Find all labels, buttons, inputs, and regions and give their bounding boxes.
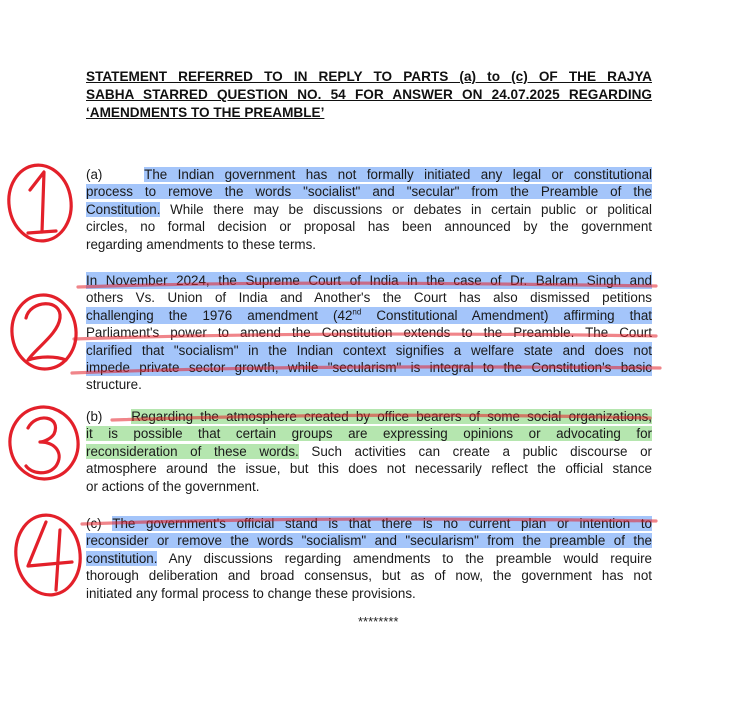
para-2-line-3: [86, 307, 652, 324]
para-b-line-4: atmosphere around the issue, but this does not necessarily reflect the official stance: [86, 461, 652, 477]
para-a-text-3: While there may be discussions or debates in certain public or political: [170, 201, 652, 217]
heading-line-2: SABHA STARRED QUESTION NO. 54 FOR ANSWER ON 24.07.2025 REGARDING: [86, 87, 652, 102]
para-2-line-4: Parliament's power to amend the Constitution extends to the Preamble. The Court: [86, 325, 652, 341]
statement-heading: [86, 68, 652, 122]
paragraph-b: [86, 408, 652, 495]
red-numeral-4-stem: [56, 530, 60, 590]
para-c-line-5: initiated any formal process to change these provisions.: [86, 585, 416, 601]
para-a-highlight-3: Constitution.: [86, 201, 161, 217]
red-circle-2: [8, 292, 79, 372]
para-b-line-5: or actions of the government.: [86, 478, 260, 494]
para-a-line-4: circles, no formal decision or proposal has been announced by the government: [86, 219, 652, 235]
para-a-line-1: [86, 166, 652, 183]
para-b-highlight-2: it is possible that certain groups are expressing opinions or advocating for: [86, 426, 652, 442]
para-b-text-3: Such activities can create a public discourse or: [311, 443, 652, 459]
para-2-line-3a: challenging the 1976 amendment (42: [86, 307, 353, 323]
para-2-line-1: In November 2024, the Supreme Court of India in the case of Dr. Balram Singh and: [86, 273, 652, 288]
para-c-highlight-2: reconsider or remove the words "socialism" and "secularism" from the preamble of the: [86, 533, 652, 549]
para-b-highlight-3: reconsideration of these words.: [86, 443, 299, 459]
red-circle-3: [4, 402, 83, 485]
para-c-marker: (c): [86, 516, 102, 531]
para-a-marker: (a): [86, 167, 103, 182]
red-numeral-2: [26, 304, 66, 360]
paragraph-c: [86, 515, 652, 602]
para-b-line-2: [86, 425, 652, 442]
annotation-circle-4: [11, 511, 86, 599]
para-2-superscript: nd: [352, 307, 362, 317]
para-c-line-3: [86, 550, 652, 567]
para-b-marker: (b): [86, 409, 103, 424]
red-numeral-1-base: [28, 231, 56, 233]
para-c-line-2: [86, 532, 652, 549]
para-2-line-6: impede private sector growth, while "secularism" is integral to the Constitution's basic: [86, 360, 652, 376]
red-numeral-4-diag: [28, 522, 72, 566]
para-c-highlight-3: constitution.: [86, 550, 158, 566]
para-b-line-1: [86, 408, 652, 425]
red-circle-4: [11, 511, 86, 599]
annotation-circle-2: [8, 292, 79, 372]
end-marker: ********: [358, 614, 399, 629]
para-a-highlight-2: process to remove the words "socialist" and "secular" from the Preamble of the: [86, 184, 652, 200]
paragraph-supreme-court: [86, 272, 652, 394]
para-c-line-4: thorough deliberation and broad consensus, but as of now, the government has not: [86, 568, 652, 584]
para-b-highlight-1: Regarding the atmosphere created by office bearers of some social organizations,: [131, 409, 652, 424]
annotation-circle-1: [4, 161, 76, 245]
heading-line-3: ‘AMENDMENTS TO THE PREAMBLE’: [86, 105, 325, 120]
heading-line-1: STATEMENT REFERRED TO IN REPLY TO PARTS (a) to (c) OF THE RAJYA: [86, 69, 652, 84]
red-circle-1: [4, 161, 76, 245]
para-a-highlight-1: The Indian government has not formally initiated any legal or constitutional: [144, 167, 652, 182]
para-2-line-2: others Vs. Union of India and Another's the Court has also dismissed petitions: [86, 290, 652, 306]
red-numeral-3: [26, 418, 59, 473]
paragraph-a: [86, 166, 652, 253]
para-c-text-3: Any discussions regarding amendments to the preamble would require: [168, 550, 652, 566]
para-a-line-2: [86, 183, 652, 200]
para-2-line-5: clarified that "socialism" in the Indian context signifies a welfare state and does not: [86, 342, 652, 358]
para-c-highlight-1: The government's official stand is that there is no current plan or intention to: [112, 516, 652, 531]
para-a-line-3: [86, 201, 652, 218]
para-b-line-3: [86, 443, 652, 460]
para-a-line-5: regarding amendments to these terms.: [86, 236, 316, 252]
para-2-line-7: structure.: [86, 377, 142, 393]
annotation-circle-3: [4, 402, 83, 485]
para-c-line-1: [86, 515, 652, 532]
para-2-line-3b: Constitutional Amendment) affirming that: [376, 307, 652, 323]
red-numeral-1: [30, 172, 44, 232]
